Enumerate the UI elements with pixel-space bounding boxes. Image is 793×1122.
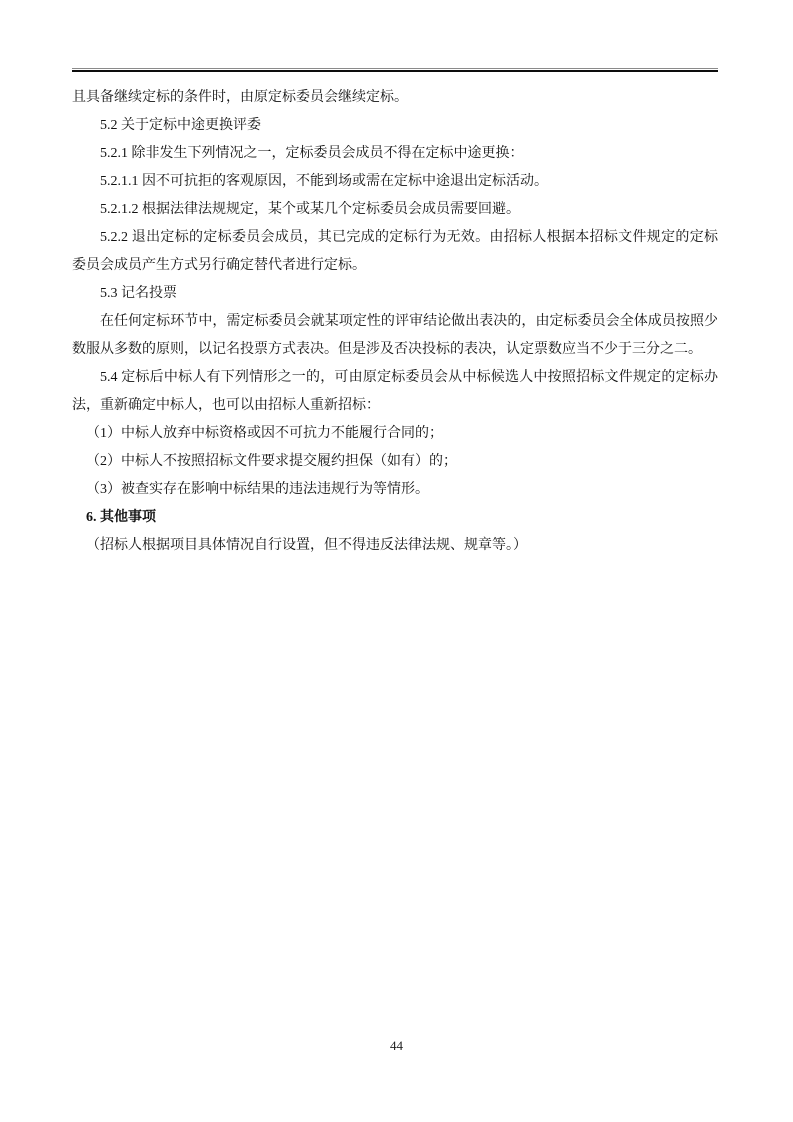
paragraph: 5.2.1 除非发生下列情况之一，定标委员会成员不得在定标中途更换： — [100, 146, 524, 161]
paragraph: （3）被查实存在影响中标结果的违法违规行为等情形。 — [86, 482, 429, 497]
paragraph: 在任何定标环节中，需定标委员会就某项定性的评审结论做出表决的，由定标委员会全体成员按照少数服从多数的原则，以记名投票方式表决。但是涉及否决投标的表决，认定票数应当不少于三分之二。 — [72, 314, 718, 357]
paragraph: （2）中标人不按照招标文件要求提交履约担保（如有）的； — [86, 454, 457, 469]
paragraph: （1）中标人放弃中标资格或因不可抗力不能履行合同的； — [86, 426, 443, 441]
paragraph: 且具备继续定标的条件时，由原定标委员会继续定标。 — [72, 90, 408, 105]
paragraph: 5.2.1.1 因不可抗拒的客观原因，不能到场或需在定标中途退出定标活动。 — [100, 174, 548, 189]
header-divider — [72, 68, 718, 72]
paragraph: （招标人根据项目具体情况自行设置，但不得违反法律法规、规章等。） — [86, 538, 527, 553]
paragraph: 5.2.1.2 根据法律法规规定，某个或某几个定标委员会成员需要回避。 — [100, 202, 520, 217]
paragraph: 5.3 记名投票 — [100, 286, 177, 301]
document-body — [72, 84, 718, 560]
paragraph: 5.2.2 退出定标的定标委员会成员，其已完成的定标行为无效。由招标人根据本招标文件规定的定标委员会成员产生方式另行确定替代者进行定标。 — [72, 230, 718, 273]
paragraph: 5.4 定标后中标人有下列情形之一的，可由原定标委员会从中标候选人中按照招标文件规定的定标办法，重新确定中标人，也可以由招标人重新招标： — [72, 370, 718, 413]
page-number: 44 — [390, 1038, 403, 1053]
paragraph: 5.2 关于定标中途更换评委 — [100, 118, 261, 133]
section-heading: 6. 其他事项 — [86, 510, 156, 525]
